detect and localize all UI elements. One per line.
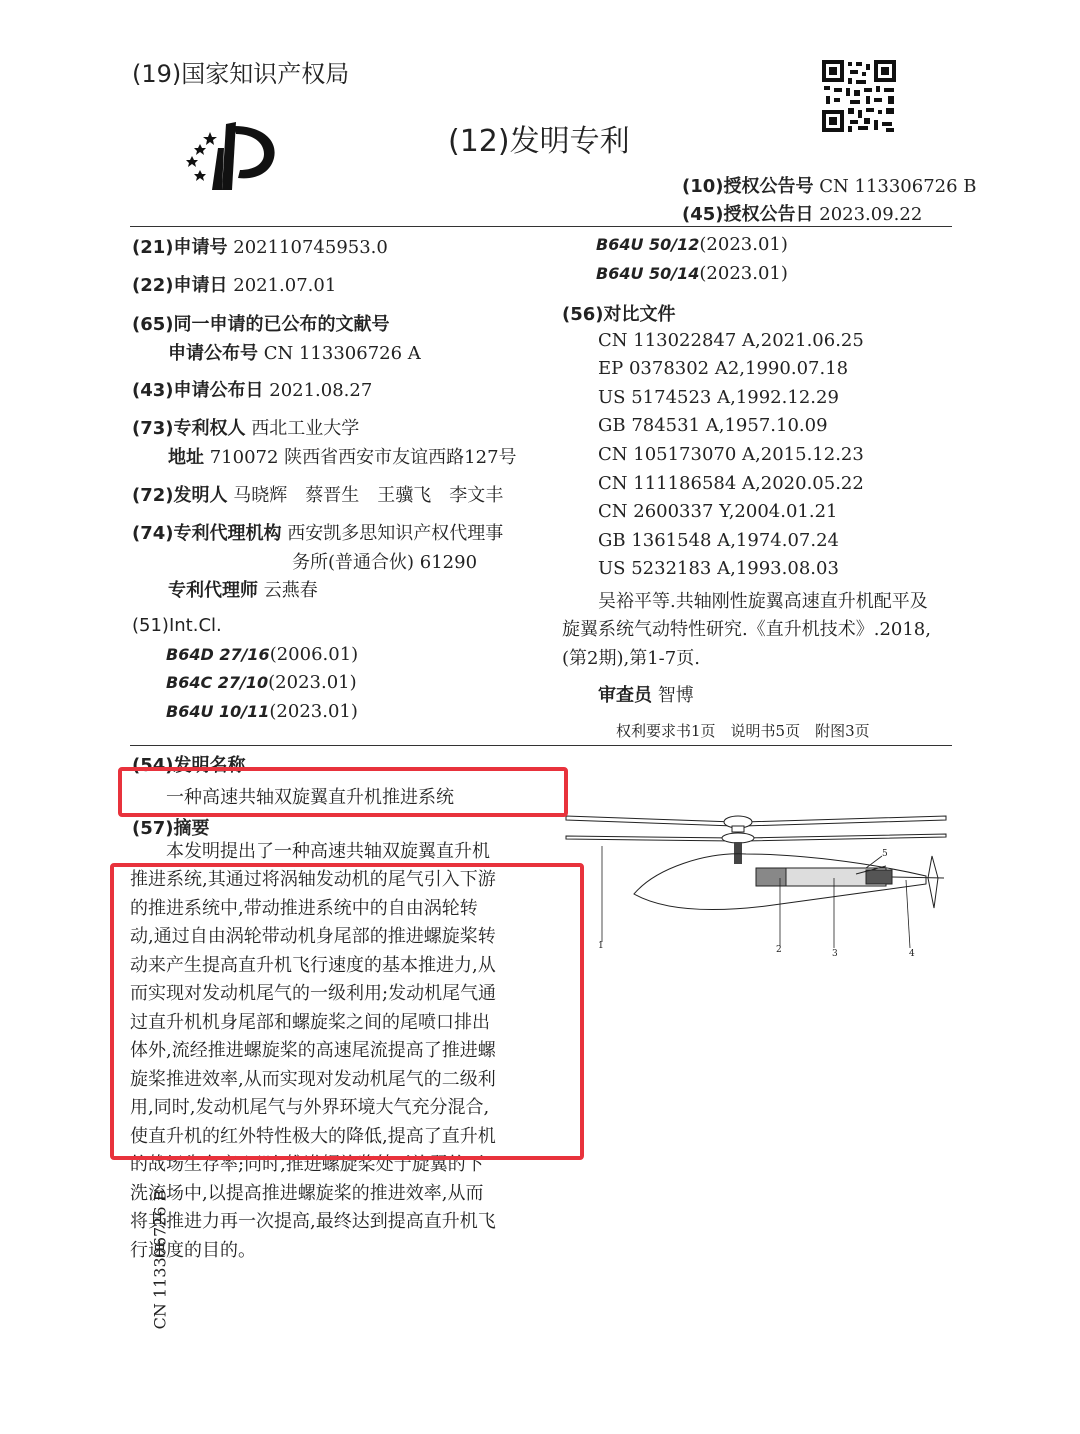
abstract-line: 使直升机的红外特性极大的降低,提高了直升机 (130, 1126, 496, 1147)
agency: (74)专利代理机构 西安凯多思知识产权代理事 (132, 523, 504, 544)
figure-label-1: 1 (598, 941, 604, 951)
figure-label-3: 3 (832, 949, 838, 959)
figure-label-4: 4 (909, 949, 915, 959)
reference-item: EP 0378302 A2,1990.07.18 (598, 358, 849, 379)
reference-item: CN 105173070 A,2015.12.23 (598, 444, 864, 465)
reference-item: GB 1361548 A,1974.07.24 (598, 530, 839, 551)
abstract-line: 用,同时,发动机尾气与外界环境大气充分混合, (130, 1097, 490, 1118)
application-date: (22)申请日 2021.07.01 (132, 275, 337, 296)
title-label: (54)发明名称 (132, 755, 246, 776)
cnipa-logo (178, 118, 278, 196)
int-cl-item: B64U 50/12(2023.01) (596, 234, 788, 255)
int-cl-item: B64U 50/14(2023.01) (596, 263, 788, 284)
abstract-line: 体外,流经推进螺旋桨的高速尾流提高了推进螺 (130, 1040, 496, 1061)
abstract-line: 的推进系统中,带动推进系统中的自由涡轮转 (130, 898, 478, 919)
abstract-line: 的战场生存率;同时,推进螺旋桨处于旋翼的下 (130, 1154, 484, 1175)
int-cl-item: B64U 10/11(2023.01) (166, 701, 358, 722)
inventors: (72)发明人 马晓辉 蔡晋生 王骥飞 李文丰 (132, 485, 504, 506)
abstract-highlight-box (110, 863, 584, 1160)
section-rule (130, 745, 952, 746)
qr-code (822, 60, 896, 132)
abstract-line: 洗流场中,以提高推进螺旋桨的推进效率,从而 (130, 1183, 484, 1204)
header-rule (130, 226, 952, 227)
abstract-label: (57)摘要 (132, 818, 210, 839)
int-cl-item: B64D 27/16(2006.01) (166, 644, 359, 665)
references-label: (56)对比文件 (562, 304, 676, 325)
abstract-line: 将其推进力再一次提高,最终达到提高直升机飞 (130, 1211, 496, 1232)
int-cl-label: (51)Int.Cl. (132, 615, 222, 636)
page-counts: 权利要求书1页 说明书5页 附图3页 (616, 722, 870, 740)
office-name: (19)国家知识产权局 (132, 60, 350, 88)
side-document-number: CN 113306726 B (150, 1189, 170, 1330)
grant-date: (45)授权公告日 2023.09.22 (682, 204, 923, 225)
abstract-line: 行速度的目的。 (130, 1240, 256, 1261)
helicopter-figure (566, 808, 946, 962)
reference-item: US 5174523 A,1992.12.29 (598, 387, 839, 408)
patentee: (73)专利权人 西北工业大学 (132, 418, 360, 439)
invention-title: 一种高速共轴双旋翼直升机推进系统 (166, 787, 454, 808)
literature-reference: 吴裕平等.共轴刚性旋翼高速直升机配平及 (598, 591, 928, 612)
address: 地址 710072 陕西省西安市友谊西路127号 (168, 447, 517, 468)
literature-reference: (第2期),第1-7页. (562, 648, 700, 669)
publication-date: (43)申请公布日 2021.08.27 (132, 380, 373, 401)
int-cl-item: B64C 27/10(2023.01) (166, 672, 357, 693)
figure-label-2: 2 (776, 945, 782, 955)
same-application-label: (65)同一申请的已公布的文献号 (132, 314, 390, 335)
agent: 专利代理师 云燕春 (168, 580, 318, 601)
literature-reference: 旋翼系统气动特性研究.《直升机技术》.2018, (562, 619, 931, 640)
abstract-line: 推进系统,其通过将涡轴发动机的尾气引入下游 (130, 869, 496, 890)
examiner: 审查员 智博 (598, 685, 694, 706)
document-type: (12)发明专利 (448, 124, 630, 159)
reference-item: GB 784531 A,1957.10.09 (598, 415, 828, 436)
reference-item: CN 113022847 A,2021.06.25 (598, 330, 864, 351)
application-number: (21)申请号 202110745953.0 (132, 237, 388, 258)
grant-number: (10)授权公告号 CN 113306726 B (682, 176, 977, 197)
reference-item: CN 111186584 A,2020.05.22 (598, 473, 864, 494)
reference-item: US 5232183 A,1993.08.03 (598, 558, 839, 579)
abstract-line: 本发明提出了一种高速共轴双旋翼直升机 (130, 841, 490, 862)
title-highlight-box (118, 767, 568, 817)
abstract-line: 旋桨推进效率,从而实现对发动机尾气的二级利 (130, 1069, 496, 1090)
agency-line2: 务所(普通合伙) 61290 (292, 552, 478, 573)
abstract-line: 动,通过自由涡轮带动机身尾部的推进螺旋桨转 (130, 926, 496, 947)
reference-item: CN 2600337 Y,2004.01.21 (598, 501, 838, 522)
abstract-line: 过直升机机身尾部和螺旋桨之间的尾喷口排出 (130, 1012, 490, 1033)
figure-label-5: 5 (882, 849, 888, 859)
abstract-line: 动来产生提高直升机飞行速度的基本推进力,从 (130, 955, 496, 976)
publication-number: 申请公布号 CN 113306726 A (168, 343, 421, 364)
abstract-line: 而实现对发动机尾气的一级利用;发动机尾气通 (130, 983, 497, 1004)
